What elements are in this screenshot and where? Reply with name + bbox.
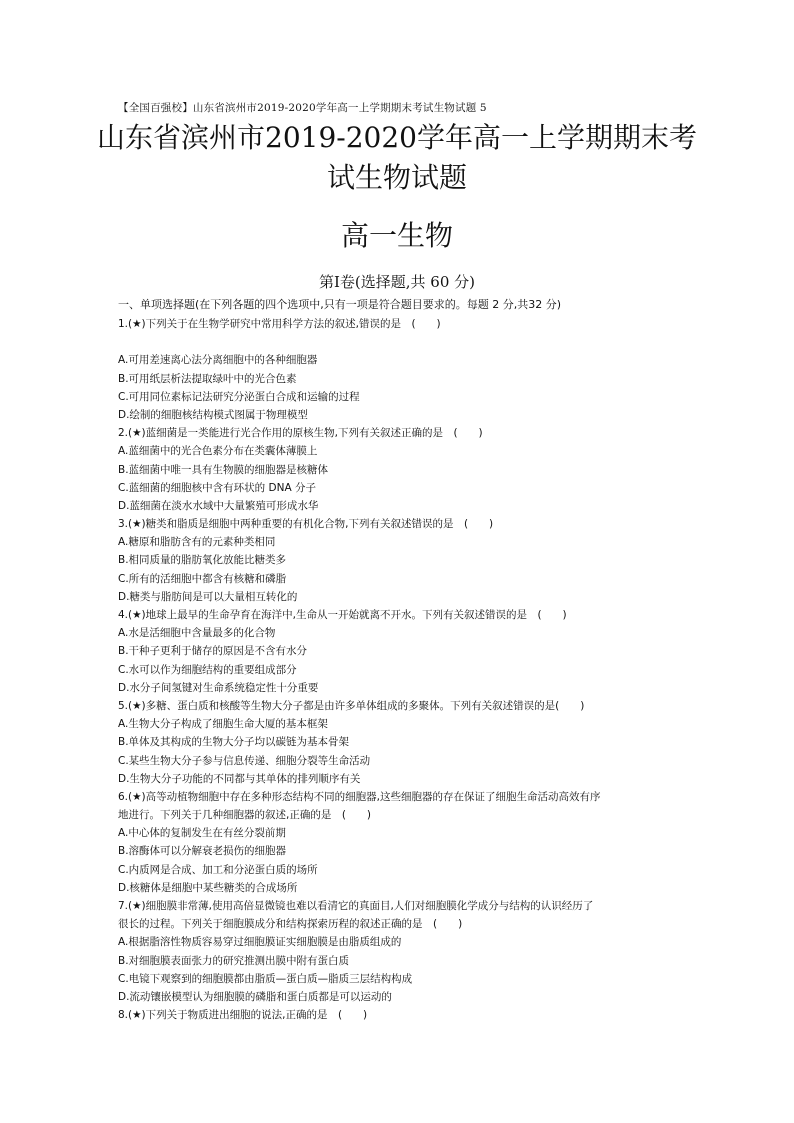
question-stem: 2.(★)蓝细菌是一类能进行光合作用的原核生物,下列有关叙述正确的是 ( ) [118,427,483,440]
answer-option: A.可用差速离心法分离细胞中的各种细胞器 [118,354,318,367]
answer-option: A.糖原和脂肪含有的元素种类相同 [118,536,276,549]
question-stem: 3.(★)糖类和脂质是细胞中两种重要的有机化合物,下列有关叙述错误的是 ( ) [118,518,494,531]
question-item [118,897,688,1006]
answer-option: B.干种子更利于储存的原因是不含有水分 [118,645,308,658]
answer-option: D.水分子间氢键对生命系统稳定性十分重要 [118,681,319,694]
answer-option: B.蓝细菌中唯一具有生物膜的细胞器是核糖体 [118,463,329,476]
document-header: 【全国百强校】山东省滨州市2019-2020学年高一上学期期末考试生物试题 5 [118,102,487,114]
answer-option: D.绘制的细胞核结构模式图属于物理模型 [118,408,308,421]
answer-option: B.相同质量的脂肪氧化放能比糖类多 [118,554,287,567]
answer-option: D.蓝细菌在淡水水域中大量繁殖可形成水华 [118,499,319,512]
answer-option: C.水可以作为细胞结构的重要组成部分 [118,663,297,676]
answer-option: C.某些生物大分子参与信息传递、细胞分裂等生命活动 [118,754,371,767]
question-item [118,424,688,515]
answer-option: D.糖类与脂肪间是可以大量相互转化的 [118,590,298,603]
question-stem: 地进行。下列关于几种细胞器的叙述,正确的是 ( ) [118,809,372,822]
answer-option: D.生物大分子功能的不同都与其单体的排列顺序有关 [118,772,361,785]
answer-option: B.对细胞膜表面张力的研究推测出膜中附有蛋白质 [118,954,350,967]
question-item [118,1006,688,1024]
subject-heading: 高一生物 [340,219,453,252]
answer-option: A.水是活细胞中含量最多的化合物 [118,627,276,640]
section-title: 一、单项选择题(在下列各题的四个选项中,只有一项是符合题目要求的。每题 2 分,共32 分) [118,298,562,311]
answer-option: B.单体及其构成的生物大分子均以碳链为基本骨架 [118,736,350,749]
question-item [118,788,688,897]
answer-option: A.中心体的复制发生在有丝分裂前期 [118,827,286,840]
answer-option: B.溶酶体可以分解衰老损伤的细胞器 [118,845,287,858]
answer-option: D.流动镶嵌模型认为细胞膜的磷脂和蛋白质都是可以运动的 [118,990,392,1003]
question-stem: 8.(★)下列关于物质进出细胞的说法,正确的是 ( ) [118,1009,368,1022]
answer-option: C.内质网是合成、加工和分泌蛋白质的场所 [118,863,318,876]
answer-option: A.生物大分子构成了细胞生命大厦的基本框架 [118,718,328,731]
title-line-2: 试生物试题 [326,161,467,194]
question-stem: 1.(★)下列关于在生物学研究中常用科学方法的叙述,错误的是 ( ) [118,318,441,330]
answer-option: B.可用纸层析法提取绿叶中的光合色素 [118,372,297,385]
answer-option: D.核糖体是细胞中某些糖类的合成场所 [118,881,298,894]
answer-option: C.可用同位素标记法研究分泌蛋白合成和运输的过程 [118,390,360,403]
answer-option: A.蓝细菌中的光合色素分布在类囊体薄膜上 [118,445,318,458]
answer-option: A.根据脂溶性物质容易穿过细胞膜证实细胞膜是由脂质组成的 [118,936,402,949]
question-list [118,315,688,1024]
question-item [118,697,688,788]
question-item [118,315,688,424]
question-stem: 7.(★)细胞膜非常薄,使用高倍显微镜也难以看清它的真面目,人们对细胞膜化学成分与结构的认识经历了 [118,900,594,912]
question-item [118,606,688,697]
answer-option: C.电镜下观察到的细胞膜都由脂质—蛋白质—脂质三层结构构成 [118,972,413,985]
question-item [118,515,688,606]
question-stem: 4.(★)地球上最早的生命孕育在海洋中,生命从一开始就离不开水。下列有关叙述错误的是 ( ) [118,609,567,621]
answer-option: C.蓝细菌的细胞核中含有环状的 DNA 分子 [118,481,316,494]
title-line-1: 山东省滨州市2019-2020学年高一上学期期末考 [97,121,697,154]
spacer [118,333,688,351]
answer-option: C.所有的活细胞中都含有核糖和磷脂 [118,572,287,585]
question-stem: 5.(★)多糖、蛋白质和核酸等生物大分子都是由许多单体组成的多聚体。下列有关叙述错误的是( ) [118,699,585,712]
part-title: 第Ⅰ卷(选择题,共 60 分) [318,273,476,291]
question-stem: 很长的过程。下列关于细胞膜成分和结构探索历程的叙述正确的是 ( ) [118,918,463,931]
question-stem: 6.(★)高等动植物细胞中存在多种形态结构不同的细胞器,这些细胞器的存在保证了细胞生命活动高效有序 [118,790,601,803]
